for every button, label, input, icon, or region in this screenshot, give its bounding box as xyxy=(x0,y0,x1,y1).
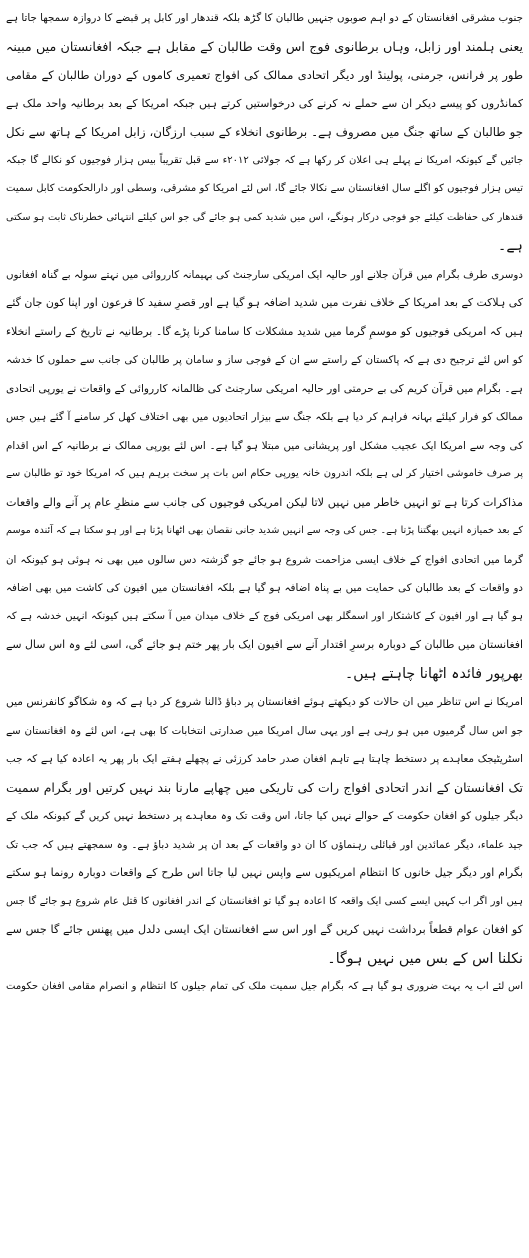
text-line: کمانڈروں کو پیسے دیکر ان سے حملے نہ کرنے کی درخواستیں کرتے ہیں جبکہ امریکا کے بعد برطانیہ واحد ملک ہے xyxy=(6,96,523,110)
text-line: گرما میں اتحادی افواج کے خلاف ایسی مزاحمت شروع ہو جائے جو گزشتہ دس سالوں میں بھی نہ ہوئی ہو کیونکہ ان xyxy=(6,553,523,566)
text-line: ہے۔ بگرام میں قرآن کریم کی بے حرمتی اور حالیہ امریکی سارجنٹ کی ظالمانہ کارروائی کے واقعات نے یورپی اتحادی xyxy=(6,382,523,395)
text-line: یعنی ہلمند اور زابل، وہاں برطانوی فوج اس وقت طالبان کے مقابل ہے جبکہ افغانستان میں مبینہ xyxy=(6,38,523,54)
paragraph-1 xyxy=(6,4,523,261)
text-line: تک افغانستان کے اندر اتحادی افواج رات کی تاریکی میں چھاپے مارنا بند نہیں کرتیں اور بگرام سمیت xyxy=(6,779,523,795)
text-line: اسٹریٹیجک معاہدے پر دستخط چاہتا ہے تاہم افغان صدر حامد کرزئی نے پچھلے ہفتے ایک بار پھر یہ اعادہ کیا ہے کہ جب xyxy=(6,753,523,765)
text-line: جو طالبان کے ساتھ جنگ میں مصروف ہے۔ برطانوی انخلاء کے سبب ارزگان، زابل امریکا کے ہاتھ سے نکل xyxy=(6,125,523,139)
text-line: نکلنا اس کے بس میں نہیں ہوگا۔ xyxy=(327,950,523,967)
text-line: کی ہلاکت کے بعد امریکا کے خلاف نفرت میں شدید اضافہ ہو گیا ہے اور قصرِ سفید کا فرعون اور اپنا کون جان گئے xyxy=(6,296,523,309)
text-line: ہے۔ xyxy=(498,238,523,254)
text-line: ہیں کہ امریکی فوجیوں کو موسمِ گرما میں شدید مشکلات کا سامنا کرنا پڑے گا۔ برطانیہ نے تاریخ کے راستے انخلاء xyxy=(6,324,523,338)
text-line: دیگر جیلوں کو افغان حکومت کے حوالے نہیں کیا جاتا، اس وقت تک وہ معاہدے پر دستخط نہیں کریں گے کیونکہ ملک کے xyxy=(6,810,523,822)
text-line: کو افغان عوام قطعاً برداشت نہیں کریں گے اور اس سے افغانستان ایک ایسی دلدل میں پھنس جائے گا جس سے xyxy=(6,923,523,936)
text-line: ہو گیا ہے اور افیون کے کاشتکار اور اسمگلر بھی امریکی فوج کے خلاف میدان میں آ سکتے ہیں کیونکہ انہیں خدشہ ہے کہ xyxy=(6,610,523,622)
text-line: طور پر فرانس، جرمنی، پولینڈ اور دیگر اتحادی ممالک کی افواج تعمیری کاموں کے دوران طالبان کے مقامی xyxy=(6,68,523,82)
paragraph-2 xyxy=(6,261,523,689)
text-line: بگرام اور دیگر جیل خانوں کا انتظام امریکیوں سے واپس نہیں لیا جاتا اس طرح کے واقعات دوبارہ رونما ہو سکتے xyxy=(6,866,523,879)
text-line: اس لئے اب یہ بہت ضروری ہو گیا ہے کہ بگرام جیل سمیت ملک کی تمام جیلوں کا انتظام و انصرام مقامی افغان حکومت xyxy=(6,981,523,992)
paragraph-4 xyxy=(6,973,523,1002)
text-line: بھرپور فائدہ اٹھانا چاہتے ہیں۔ xyxy=(344,665,523,682)
text-line: افغانستان میں طالبان کے دوبارہ برسرِ اقتدار آنے سے افیون ایک بار پھر ختم ہو جائے گی، اسی لئے وہ اس سال سے xyxy=(6,638,523,651)
paragraph-3 xyxy=(6,688,523,973)
text-line: جائیں گے کیونکہ امریکا نے پہلے ہی اعلان کر رکھا ہے کہ جولائی ۲۰۱۲ء سے قبل تقریباً بیس ہزار فوجیوں کو نکالے گا جبکہ xyxy=(6,154,523,166)
text-line: مذاکرات کرتا ہے تو انہیں خاطر میں نہیں لاتا لیکن امریکی فوجیوں کی جانب سے منظرِ عام پر آنے والے واقعات xyxy=(6,495,523,509)
text-line: ممالک کو فرار کیلئے بہانہ فراہم کر دیا ہے بلکہ جنگ سے بیزار اتحادیوں میں بھی اختلاف کھل کر سامنے آ گئے ہیں جس xyxy=(6,411,523,423)
text-line: امریکا نے اس تناظر میں ان حالات کو دیکھتے ہوئے افغانستان پر دباؤ ڈالنا شروع کر دیا ہے کہ وہ شکاگو کانفرنس میں xyxy=(6,696,523,708)
text-line: قندھار کی حفاظت کیلئے جو فوجی درکار ہونگے، اس میں شدید کمی ہو جائے گی جو اس کیلئے انتہائی خطرناک ثابت ہو سکتی xyxy=(6,211,523,223)
text-line: ہیں اور اگر اب کہیں ایسے کسی ایک واقعہ کا اعادہ ہو گیا تو افغانستان کے اندر افغانوں کا قتل عام شروع ہو جائے گا جس xyxy=(6,895,523,907)
text-line: تیس ہزار فوجیوں کو اگلے سال افغانستان سے نکالا جائے گا، اس لئے امریکا کو مشرقی، وسطی اور دارالحکومت کابل سمیت xyxy=(6,183,523,194)
text-line: جید علماء، دیگر عمائدین اور قبائلی رہنماؤں کا ان دو واقعات کے بعد ان پر شدید دباؤ ہے۔ وہ سمجھتے ہیں کہ جب تک xyxy=(6,838,523,851)
text-line: دوسری طرف بگرام میں قرآن جلانے اور حالیہ ایک امریکی سارجنٹ کی بہیمانہ کارروائی میں نہتے سولہ بے گناہ افغانوں xyxy=(6,268,523,281)
text-line: کی وجہ سے امریکا ایک عجیب مشکل اور پریشانی میں مبتلا ہو گیا ہے۔ اس لئے یورپی ممالک نے برطانیہ کے اس اقدام xyxy=(6,439,523,452)
text-line: کو اس لئے ترجیح دی ہے کہ پاکستان کے راستے سے ان کے فوجی ساز و سامان پر طالبان کی جانب سے حملوں کا خدشہ xyxy=(6,354,523,366)
text-line: دو واقعات کے بعد طالبان کی حمایت میں بے پناہ اضافہ ہو گیا ہے بلکہ افغانستان میں افیون کی کاشت میں بھی اضافہ xyxy=(6,582,523,594)
text-line: پر صرف خاموشی اختیار کر لی ہے بلکہ اندرون خانہ یورپی حکام اس بات پر سخت برہم ہیں کہ امریکا خود تو طالبان سے xyxy=(6,468,523,479)
text-line: جو اس سال گرمیوں میں ہو رہی ہے اور یہی سال امریکا میں صدارتی انتخابات کا بھی ہے، اس لئے وہ افغانستان سے xyxy=(6,724,523,737)
text-line: جنوب مشرقی افغانستان کے دو اہم صوبوں جنہیں طالبان کا گڑھ بلکہ قندھار اور کابل پر قبضے کا دروازہ سمجھا جاتا ہے xyxy=(6,12,523,24)
text-line: کے بعد خمیازہ انہیں بھگتنا پڑتا ہے۔ جس کی وجہ سے انہیں شدید جانی نقصان بھی اٹھانا پڑتا ہے اور ہو سکتا ہے کہ آئندہ موسم xyxy=(6,525,523,536)
